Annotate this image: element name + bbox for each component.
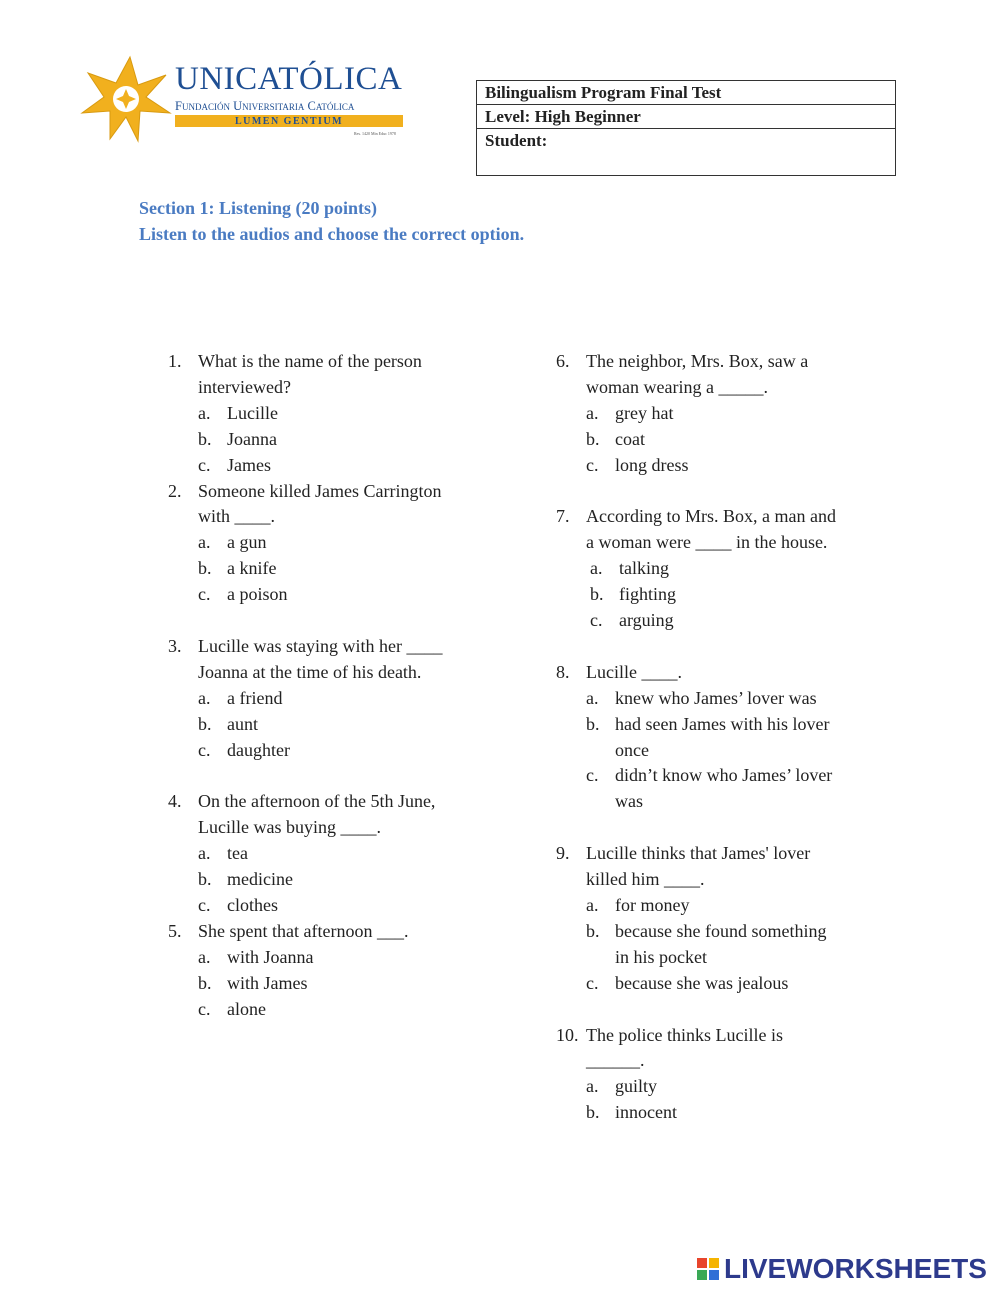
liveworksheets-icon	[697, 1258, 719, 1280]
question-text: woman wearing a _____.	[586, 376, 768, 397]
answer-option[interactable]: c. didn’t know who James’ lover was	[586, 765, 833, 812]
question-6	[556, 349, 886, 401]
section-heading: Section 1: Listening (20 points)	[139, 198, 378, 218]
question-10	[556, 1023, 886, 1075]
answer-option[interactable]: c. clothes	[198, 895, 278, 915]
question-5	[168, 919, 498, 945]
question-number: 4.	[168, 791, 182, 812]
test-level: Level: High Beginner	[477, 105, 895, 129]
question-text: According to Mrs. Box, a man and	[586, 506, 836, 527]
question-number: 8.	[556, 661, 570, 682]
question-3	[168, 634, 498, 686]
star-icon	[80, 55, 172, 143]
unicatolica-logo	[80, 55, 410, 145]
answer-option[interactable]: a. guilty	[586, 1076, 658, 1097]
question-1	[168, 349, 498, 401]
question-text: Lucille was staying with her ____	[198, 635, 443, 656]
test-title: Bilingualism Program Final Test	[477, 81, 895, 105]
answer-option[interactable]: a. talking	[590, 558, 669, 579]
questions-right-column	[556, 349, 886, 1126]
logo-subtitle: Fundación Universitaria Católica	[175, 99, 355, 113]
question-text: Lucille was buying ____.	[198, 817, 381, 838]
section-header	[139, 195, 524, 247]
question-text: What is the name of the person	[198, 351, 422, 371]
answer-option[interactable]: b. Joanna	[198, 428, 277, 449]
question-text: with ____.	[198, 506, 276, 527]
answer-option[interactable]: c. because she was jealous	[586, 972, 789, 993]
answer-option[interactable]: a. tea	[198, 843, 248, 864]
answer-option[interactable]: c. daughter	[198, 739, 290, 760]
student-field[interactable]: Student:	[485, 131, 548, 150]
question-number: 1.	[168, 351, 182, 371]
question-text: On the afternoon of the 5th June,	[198, 791, 436, 812]
question-text: Lucille ____.	[586, 661, 682, 682]
answer-option[interactable]: c. a poison	[198, 584, 288, 605]
question-number: 10.	[556, 1024, 579, 1045]
question-number: 7.	[556, 506, 570, 527]
answer-option[interactable]: a. grey hat	[586, 402, 674, 423]
question-text: Joanna at the time of his death.	[198, 661, 422, 682]
question-text: Someone killed James Carrington	[198, 480, 442, 501]
answer-option[interactable]: a. a gun	[198, 532, 267, 553]
question-number: 6.	[556, 351, 570, 371]
test-info-table	[476, 80, 896, 176]
answer-option[interactable]: b. medicine	[198, 869, 293, 890]
question-text: a woman were ____ in the house.	[586, 532, 828, 553]
question-text: ______.	[586, 1050, 645, 1071]
answer-option[interactable]: c. long dress	[586, 454, 689, 475]
answer-option[interactable]: a. with Joanna	[198, 946, 314, 967]
answer-option[interactable]: b. with James	[198, 972, 308, 993]
question-text: The neighbor, Mrs. Box, saw a	[586, 351, 809, 371]
question-number: 3.	[168, 635, 182, 656]
question-text: interviewed?	[198, 376, 291, 397]
answer-option[interactable]: c. arguing	[590, 610, 674, 631]
answer-option[interactable]: b. innocent	[586, 1102, 677, 1123]
answer-option[interactable]: a. a friend	[198, 687, 283, 708]
question-7	[556, 504, 886, 556]
question-text: Lucille thinks that James' lover	[586, 843, 811, 864]
answer-option[interactable]: b. coat	[586, 428, 645, 449]
answer-option[interactable]: b. fighting	[590, 584, 676, 605]
question-number: 5.	[168, 920, 182, 941]
liveworksheets-brand: LIVEWORKSHEETS	[724, 1253, 987, 1284]
answer-option[interactable]: b. aunt	[198, 713, 258, 734]
logo-motto: LUMEN GENTIUM	[234, 116, 344, 127]
answer-option[interactable]: c. James	[198, 454, 271, 475]
question-text: killed him ____.	[586, 869, 705, 890]
question-number: 9.	[556, 843, 570, 864]
answer-option[interactable]: a. for money	[586, 894, 690, 915]
question-text: The police thinks Lucille is	[586, 1024, 783, 1045]
answer-option[interactable]: b. a knife	[198, 558, 277, 579]
logo-name: UNICATÓLICA	[175, 61, 403, 97]
answer-option[interactable]: a. knew who James’ lover was	[586, 687, 817, 708]
question-2	[168, 479, 498, 531]
questions-left-column	[168, 349, 498, 1023]
question-9	[556, 841, 886, 893]
question-text: She spent that afternoon ___.	[198, 920, 409, 941]
answer-option[interactable]: b. had seen James with his lover once	[586, 713, 830, 760]
section-instruction: Listen to the audios and choose the correct option.	[139, 224, 525, 244]
question-number: 2.	[168, 480, 182, 501]
answer-option[interactable]: a. Lucille	[198, 402, 278, 423]
logo-fine-print: Res. 1420 Min Educ 1978	[354, 131, 396, 136]
answer-option[interactable]: c. alone	[198, 998, 266, 1019]
question-4	[168, 789, 498, 841]
question-8	[556, 660, 886, 686]
answer-option[interactable]: b. because she found something in his pocket	[586, 920, 827, 967]
